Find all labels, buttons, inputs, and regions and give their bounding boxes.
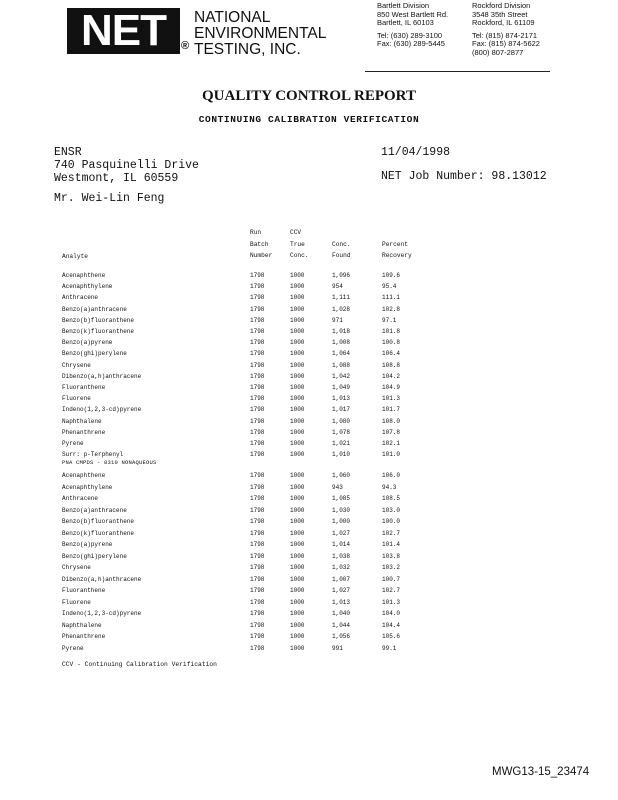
batch-cell: 1798 <box>250 633 265 640</box>
company-line-3: TESTING, INC. <box>194 41 301 58</box>
recovery-cell: 101.4 <box>382 541 401 548</box>
batch-cell: 1798 <box>250 272 265 279</box>
conc-found-cell: 1,008 <box>332 339 351 347</box>
true-conc-cell: 1000 <box>290 316 305 324</box>
true-conc-cell: 1000 <box>290 610 305 617</box>
bartlett-line: Tel: (630) 289-3100 <box>377 30 443 40</box>
company-name <box>194 10 326 58</box>
recovery-cell: 104.2 <box>382 372 401 380</box>
recovery-cell: 108.5 <box>382 495 401 502</box>
true-conc-cell: 1000 <box>290 417 305 425</box>
batch-cell: 1798 <box>250 283 265 291</box>
true-conc-cell: 1000 <box>290 472 305 479</box>
rockford-line: Rockford, IL 61109 <box>472 18 535 28</box>
bartlett-line: Bartlett Division <box>377 1 430 10</box>
analyte-cell: Indeno(1,2,3-cd)pyrene <box>62 406 142 414</box>
analyte-cell: Benzo(a)anthracene <box>62 305 127 313</box>
bartlett-line: Fax: (630) 289-5445 <box>377 39 445 49</box>
recovery-cell: 105.6 <box>382 633 401 640</box>
analyte-cell: Fluoranthene <box>62 384 106 391</box>
batch-cell: 1798 <box>250 518 265 525</box>
batch-cell: 1798 <box>250 610 265 617</box>
recovery-cell: 102.7 <box>382 529 401 537</box>
recovery-cell: 101.8 <box>382 328 401 335</box>
recovery-cell: 102.1 <box>382 440 401 447</box>
conc-found-cell: 943 <box>332 483 343 491</box>
conc-found-cell: 1,007 <box>332 575 351 583</box>
analyte-cell: Benzo(b)fluoranthene <box>62 518 135 525</box>
batch-cell: 1798 <box>250 564 265 571</box>
bartlett-address <box>377 2 448 49</box>
true-conc-cell: 1000 <box>290 428 305 436</box>
analyte-cell: Benzo(a)pyrene <box>62 339 113 347</box>
registered-mark: ® <box>181 40 190 52</box>
conc-found-cell: 1,040 <box>332 610 351 617</box>
analyte-cell: Acenaphthene <box>62 472 106 479</box>
batch-cell: 1798 <box>250 328 265 335</box>
qc-table <box>62 227 462 657</box>
recovery-cell: 102.8 <box>382 305 401 313</box>
recovery-cell: 104.0 <box>382 610 401 617</box>
header-line: CCV <box>290 229 302 236</box>
conc-found-cell: 1,032 <box>332 564 351 571</box>
true-conc-cell: 1000 <box>290 564 305 571</box>
conc-found-cell: 1,014 <box>332 541 351 548</box>
analyte-cell: Benzo(ghi)perylene <box>62 350 127 358</box>
true-conc-cell: 1000 <box>290 483 305 491</box>
true-conc-cell: 1000 <box>290 305 305 313</box>
analyte-cell: Dibenzo(a,h)anthracene <box>62 575 142 583</box>
rockford-line: Fax: (815) 874-5622 <box>472 39 540 49</box>
batch-cell: 1798 <box>250 428 265 436</box>
batch-cell: 1798 <box>250 372 265 380</box>
true-conc-cell: 1000 <box>290 283 305 291</box>
conc-found-cell: 1,000 <box>332 518 351 525</box>
batch-cell: 1798 <box>250 395 265 403</box>
conc-found-cell: 1,010 <box>332 451 351 459</box>
conc-found-cell: 1,013 <box>332 395 351 403</box>
analyte-cell: Benzo(k)fluoranthene <box>62 328 135 335</box>
rockford-address <box>472 2 540 58</box>
true-conc-cell: 1000 <box>290 495 305 502</box>
batch-cell: 1798 <box>250 575 265 583</box>
section-label: PNA CMPDS - 8310 NONAQUEOUS <box>62 459 157 466</box>
header-line: Percent <box>382 240 408 248</box>
report-date: 11/04/1998 <box>381 146 451 159</box>
recovery-cell: 100.8 <box>382 339 401 347</box>
batch-cell: 1798 <box>250 483 265 491</box>
true-conc-cell: 1000 <box>290 440 305 447</box>
batch-cell: 1798 <box>250 384 265 391</box>
batch-cell: 1798 <box>250 294 265 302</box>
conc-found-cell: 1,021 <box>332 440 351 447</box>
header-analyte: Analyte <box>62 253 88 260</box>
analyte-cell: Pyrene <box>62 440 84 447</box>
analyte-cell: Anthracene <box>62 495 99 502</box>
batch-cell: 1798 <box>250 598 265 606</box>
batch-cell: 1798 <box>250 552 265 560</box>
true-conc-cell: 1000 <box>290 272 305 279</box>
batch-cell: 1798 <box>250 495 265 502</box>
net-logo: NET <box>67 8 180 54</box>
true-conc-cell: 1000 <box>290 384 305 391</box>
true-conc-cell: 1000 <box>290 406 305 414</box>
true-conc-cell: 1000 <box>290 621 305 629</box>
rockford-line: 3548 35th Street <box>472 9 528 19</box>
client-address <box>54 146 199 185</box>
true-conc-cell: 1000 <box>290 506 305 514</box>
true-conc-cell: 1000 <box>290 395 305 403</box>
company-line-1: NATIONAL <box>194 9 271 26</box>
true-conc-cell: 1000 <box>290 552 305 560</box>
report-subtitle: CONTINUING CALIBRATION VERIFICATION <box>198 114 420 125</box>
header-line: Number <box>250 252 273 259</box>
analyte-cell: Fluorene <box>62 598 91 606</box>
rockford-line: Tel: (815) 874-2171 <box>472 30 538 40</box>
header-true-conc <box>290 227 309 262</box>
true-conc-cell: 1000 <box>290 361 305 369</box>
true-conc-cell: 1000 <box>290 587 305 594</box>
analyte-cell: Chrysene <box>62 564 91 571</box>
recovery-cell: 106.4 <box>382 350 401 358</box>
recovery-cell: 101.0 <box>382 451 401 459</box>
analyte-cell: Phenanthrene <box>62 633 106 640</box>
batch-cell: 1798 <box>250 316 265 324</box>
recovery-cell: 97.1 <box>382 316 397 324</box>
recovery-cell: 109.6 <box>382 272 401 279</box>
true-conc-cell: 1000 <box>290 541 305 548</box>
report-title: QUALITY CONTROL REPORT <box>202 88 416 104</box>
true-conc-cell: 1000 <box>290 372 305 380</box>
conc-found-cell: 1,060 <box>332 472 351 479</box>
header-line: True <box>290 240 305 248</box>
recovery-cell: 111.1 <box>382 294 401 302</box>
analyte-cell: Benzo(k)fluoranthene <box>62 529 135 537</box>
header-line: Run <box>250 229 262 236</box>
analyte-cell: Acenaphthylene <box>62 483 113 491</box>
conc-found-cell: 1,088 <box>332 361 351 369</box>
header-line: Found <box>332 252 351 259</box>
analyte-cell: Chrysene <box>62 361 91 369</box>
conc-found-cell: 1,085 <box>332 495 351 502</box>
recovery-cell: 101.3 <box>382 598 401 606</box>
footnote: CCV - Continuing Calibration Verification <box>62 661 217 668</box>
analyte-cell: Acenaphthylene <box>62 283 113 291</box>
conc-found-cell: 1,049 <box>332 384 351 391</box>
header-run-batch <box>250 227 272 262</box>
batch-cell: 1798 <box>250 472 265 479</box>
conc-found-cell: 971 <box>332 316 343 324</box>
client-street: 740 Pasquinelli Drive <box>54 159 199 172</box>
header-line: Batch <box>250 240 269 248</box>
true-conc-cell: 1000 <box>290 328 305 335</box>
recovery-cell: 108.8 <box>382 361 401 369</box>
analyte-cell: Benzo(a)pyrene <box>62 541 113 548</box>
true-conc-cell: 1000 <box>290 350 305 358</box>
batch-cell: 1798 <box>250 440 265 447</box>
batch-cell: 1798 <box>250 621 265 629</box>
bartlett-line: Bartlett, IL 60103 <box>377 18 434 28</box>
conc-found-cell: 1,056 <box>332 633 351 640</box>
conc-found-cell: 1,080 <box>332 417 351 425</box>
recovery-cell: 108.0 <box>382 417 401 425</box>
analyte-cell: Benzo(ghi)perylene <box>62 552 127 560</box>
client-contact: Mr. Wei-Lin Feng <box>54 192 165 205</box>
recovery-cell: 100.0 <box>382 518 401 525</box>
header-percent-recovery <box>382 239 412 262</box>
conc-found-cell: 1,018 <box>332 328 351 335</box>
batch-cell: 1798 <box>250 406 265 414</box>
true-conc-cell: 1000 <box>290 598 305 606</box>
true-conc-cell: 1000 <box>290 339 305 347</box>
header-line: Recovery <box>382 252 412 259</box>
recovery-cell: 106.0 <box>382 472 401 479</box>
conc-found-cell: 1,078 <box>332 428 351 436</box>
analyte-cell: Benzo(a)anthracene <box>62 506 127 514</box>
batch-cell: 1798 <box>250 587 265 594</box>
batch-cell: 1798 <box>250 361 265 369</box>
client-city: Westmont, IL 60559 <box>54 172 179 185</box>
recovery-cell: 104.9 <box>382 384 401 391</box>
job-number: NET Job Number: 98.13012 <box>381 170 547 183</box>
recovery-cell: 102.7 <box>382 587 401 594</box>
conc-found-cell: 1,044 <box>332 621 351 629</box>
recovery-cell: 103.8 <box>382 552 401 560</box>
recovery-cell: 101.3 <box>382 395 401 403</box>
batch-cell: 1798 <box>250 529 265 537</box>
analyte-cell: Indeno(1,2,3-cd)pyrene <box>62 610 142 617</box>
batch-cell: 1798 <box>250 451 265 459</box>
recovery-cell: 99.1 <box>382 644 397 652</box>
true-conc-cell: 1000 <box>290 633 305 640</box>
company-line-2: ENVIRONMENTAL <box>194 25 327 42</box>
bartlett-line: 850 West Bartlett Rd. <box>377 9 449 19</box>
analyte-cell: Dibenzo(a,h)anthracene <box>62 372 142 380</box>
true-conc-cell: 1000 <box>290 529 305 537</box>
client-name: ENSR <box>54 146 82 159</box>
conc-found-cell: 1,038 <box>332 552 351 560</box>
analyte-cell: Naphthalene <box>62 621 102 629</box>
header-rule <box>365 71 550 72</box>
true-conc-cell: 1000 <box>290 518 305 525</box>
conc-found-cell: 1,111 <box>332 294 351 302</box>
conc-found-cell: 1,027 <box>332 529 351 537</box>
conc-found-cell: 1,013 <box>332 598 351 606</box>
true-conc-cell: 1000 <box>290 294 305 302</box>
analyte-cell: Benzo(b)fluoranthene <box>62 316 135 324</box>
conc-found-cell: 1,027 <box>332 587 351 594</box>
header-line: Conc. <box>332 240 351 248</box>
conc-found-cell: 1,030 <box>332 506 351 514</box>
true-conc-cell: 1000 <box>290 575 305 583</box>
recovery-cell: 101.7 <box>382 406 401 414</box>
rockford-line: (800) 807-2877 <box>472 47 524 57</box>
batch-cell: 1798 <box>250 305 265 313</box>
header-line: Conc. <box>290 252 309 259</box>
conc-found-cell: 1,064 <box>332 350 351 358</box>
batch-cell: 1798 <box>250 541 265 548</box>
analyte-cell: Phenanthrene <box>62 428 106 436</box>
conc-found-cell: 991 <box>332 644 343 652</box>
conc-found-cell: 1,028 <box>332 305 351 313</box>
recovery-cell: 94.3 <box>382 483 397 491</box>
batch-cell: 1798 <box>250 644 265 652</box>
analyte-cell: Naphthalene <box>62 417 102 425</box>
rockford-line: Rockford Division <box>472 1 531 10</box>
conc-found-cell: 1,096 <box>332 272 351 279</box>
conc-found-cell: 1,017 <box>332 406 351 414</box>
conc-found-cell: 954 <box>332 283 343 291</box>
analyte-cell: Anthracene <box>62 294 99 302</box>
analyte-cell: Fluorene <box>62 395 91 403</box>
analyte-cell: Pyrene <box>62 644 84 652</box>
analyte-cell: Fluoranthene <box>62 587 106 594</box>
analyte-cell: Acenaphthene <box>62 272 106 279</box>
recovery-cell: 107.8 <box>382 428 401 436</box>
recovery-cell: 104.4 <box>382 621 401 629</box>
recovery-cell: 103.0 <box>382 506 401 514</box>
analyte-cell: Surr: p-Terphenyl <box>62 451 124 459</box>
document-id: MWG13-15_23474 <box>492 766 590 778</box>
recovery-cell: 103.2 <box>382 564 401 571</box>
true-conc-cell: 1000 <box>290 451 305 459</box>
header-conc-found <box>332 239 351 262</box>
conc-found-cell: 1,042 <box>332 372 351 380</box>
recovery-cell: 100.7 <box>382 575 401 583</box>
batch-cell: 1798 <box>250 339 265 347</box>
batch-cell: 1798 <box>250 417 265 425</box>
batch-cell: 1798 <box>250 350 265 358</box>
true-conc-cell: 1000 <box>290 644 305 652</box>
recovery-cell: 95.4 <box>382 283 397 291</box>
batch-cell: 1798 <box>250 506 265 514</box>
